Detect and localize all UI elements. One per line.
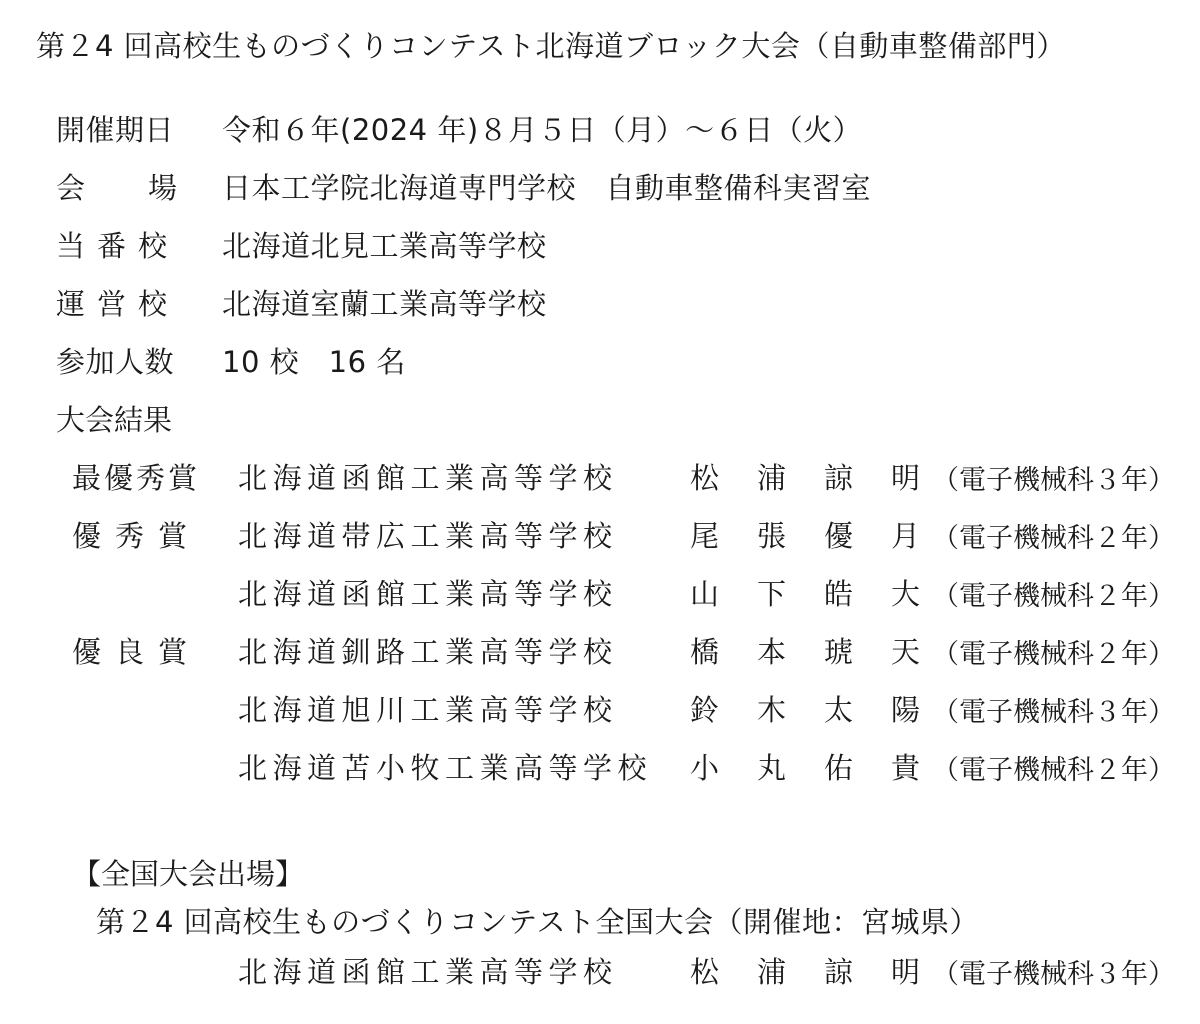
name-char: 大: [890, 577, 920, 611]
name-char: 佑: [823, 751, 853, 785]
name-char: 尾: [690, 519, 720, 553]
operator-value: 北海道室蘭工業高等学校: [222, 287, 547, 321]
name-char: 下: [756, 577, 786, 611]
student-name: [690, 688, 920, 729]
results-heading: 大会結果: [56, 403, 173, 437]
department: （電子機械科２年）: [932, 523, 1175, 554]
name-char: 山: [690, 577, 720, 611]
venue-label-char-2: 場: [148, 171, 178, 205]
name-char: 浦: [756, 461, 786, 495]
school-name: 北海道苫小牧工業高等学校: [238, 751, 653, 785]
school-name: 北海道釧路工業高等学校: [238, 635, 618, 669]
national-heading: 【全国大会出場】: [72, 857, 305, 891]
name-char: 鈴: [690, 693, 720, 727]
department: （電子機械科２年）: [932, 581, 1175, 612]
school-name: 北海道函館工業高等学校: [238, 577, 618, 611]
name-char: 陽: [890, 693, 920, 727]
venue-label: [56, 166, 177, 207]
student-name: [690, 514, 920, 555]
participants-value: 10 校 16 名: [222, 345, 406, 379]
student-name: [690, 630, 920, 671]
student-name: [690, 950, 920, 991]
name-char: 本: [756, 635, 786, 669]
name-char: 琥: [823, 635, 853, 669]
department: （電子機械科２年）: [932, 639, 1175, 670]
name-char: 明: [890, 461, 920, 495]
name-char: 木: [756, 693, 786, 727]
venue-value: 日本工学院北海道専門学校 自動車整備科実習室: [222, 171, 872, 205]
name-char: 丸: [756, 751, 786, 785]
name-char: 皓: [823, 577, 853, 611]
school-name: 北海道函館工業高等学校: [238, 955, 618, 989]
name-char: 諒: [823, 461, 853, 495]
name-char: 諒: [823, 955, 853, 989]
date-label: 開催期日: [56, 113, 175, 147]
student-name: [690, 746, 920, 787]
name-char: 橋: [690, 635, 720, 669]
name-char: 天: [890, 635, 920, 669]
name-char: 松: [690, 461, 720, 495]
name-char: 明: [890, 955, 920, 989]
name-char: 浦: [756, 955, 786, 989]
school-name: 北海道函館工業高等学校: [238, 461, 618, 495]
date-value: 令和６年(2024 年)８月５日（月）～６日（火）: [222, 113, 863, 147]
school-name: 北海道帯広工業高等学校: [238, 519, 618, 553]
award-label: 優良賞: [72, 635, 202, 669]
department: （電子機械科３年）: [932, 465, 1175, 496]
national-title: 第２4 回高校生ものづくりコンテスト全国大会（開催地：宮城県）: [96, 905, 980, 939]
school-name: 北海道旭川工業高等学校: [238, 693, 618, 727]
name-char: 松: [690, 955, 720, 989]
student-name: [690, 572, 920, 613]
name-char: 優: [823, 519, 853, 553]
host-label: 当番校: [56, 229, 180, 263]
student-name: [690, 456, 920, 497]
operator-label: 運営校: [56, 287, 180, 321]
participants-label: 参加人数: [56, 345, 175, 379]
name-char: 貴: [890, 751, 920, 785]
name-char: 張: [756, 519, 786, 553]
name-char: 月: [890, 519, 920, 553]
name-char: 小: [690, 751, 720, 785]
award-label: 優秀賞: [72, 519, 202, 553]
department: （電子機械科２年）: [932, 755, 1175, 786]
name-char: 太: [823, 693, 853, 727]
host-value: 北海道北見工業高等学校: [222, 229, 547, 263]
venue-label-char-1: 会: [56, 171, 86, 205]
department: （電子機械科３年）: [932, 959, 1175, 990]
award-label: 最優秀賞: [72, 461, 201, 495]
page-title: 第２4 回高校生ものづくりコンテスト北海道ブロック大会（自動車整備部門）: [36, 29, 1066, 63]
department: （電子機械科３年）: [932, 697, 1175, 728]
